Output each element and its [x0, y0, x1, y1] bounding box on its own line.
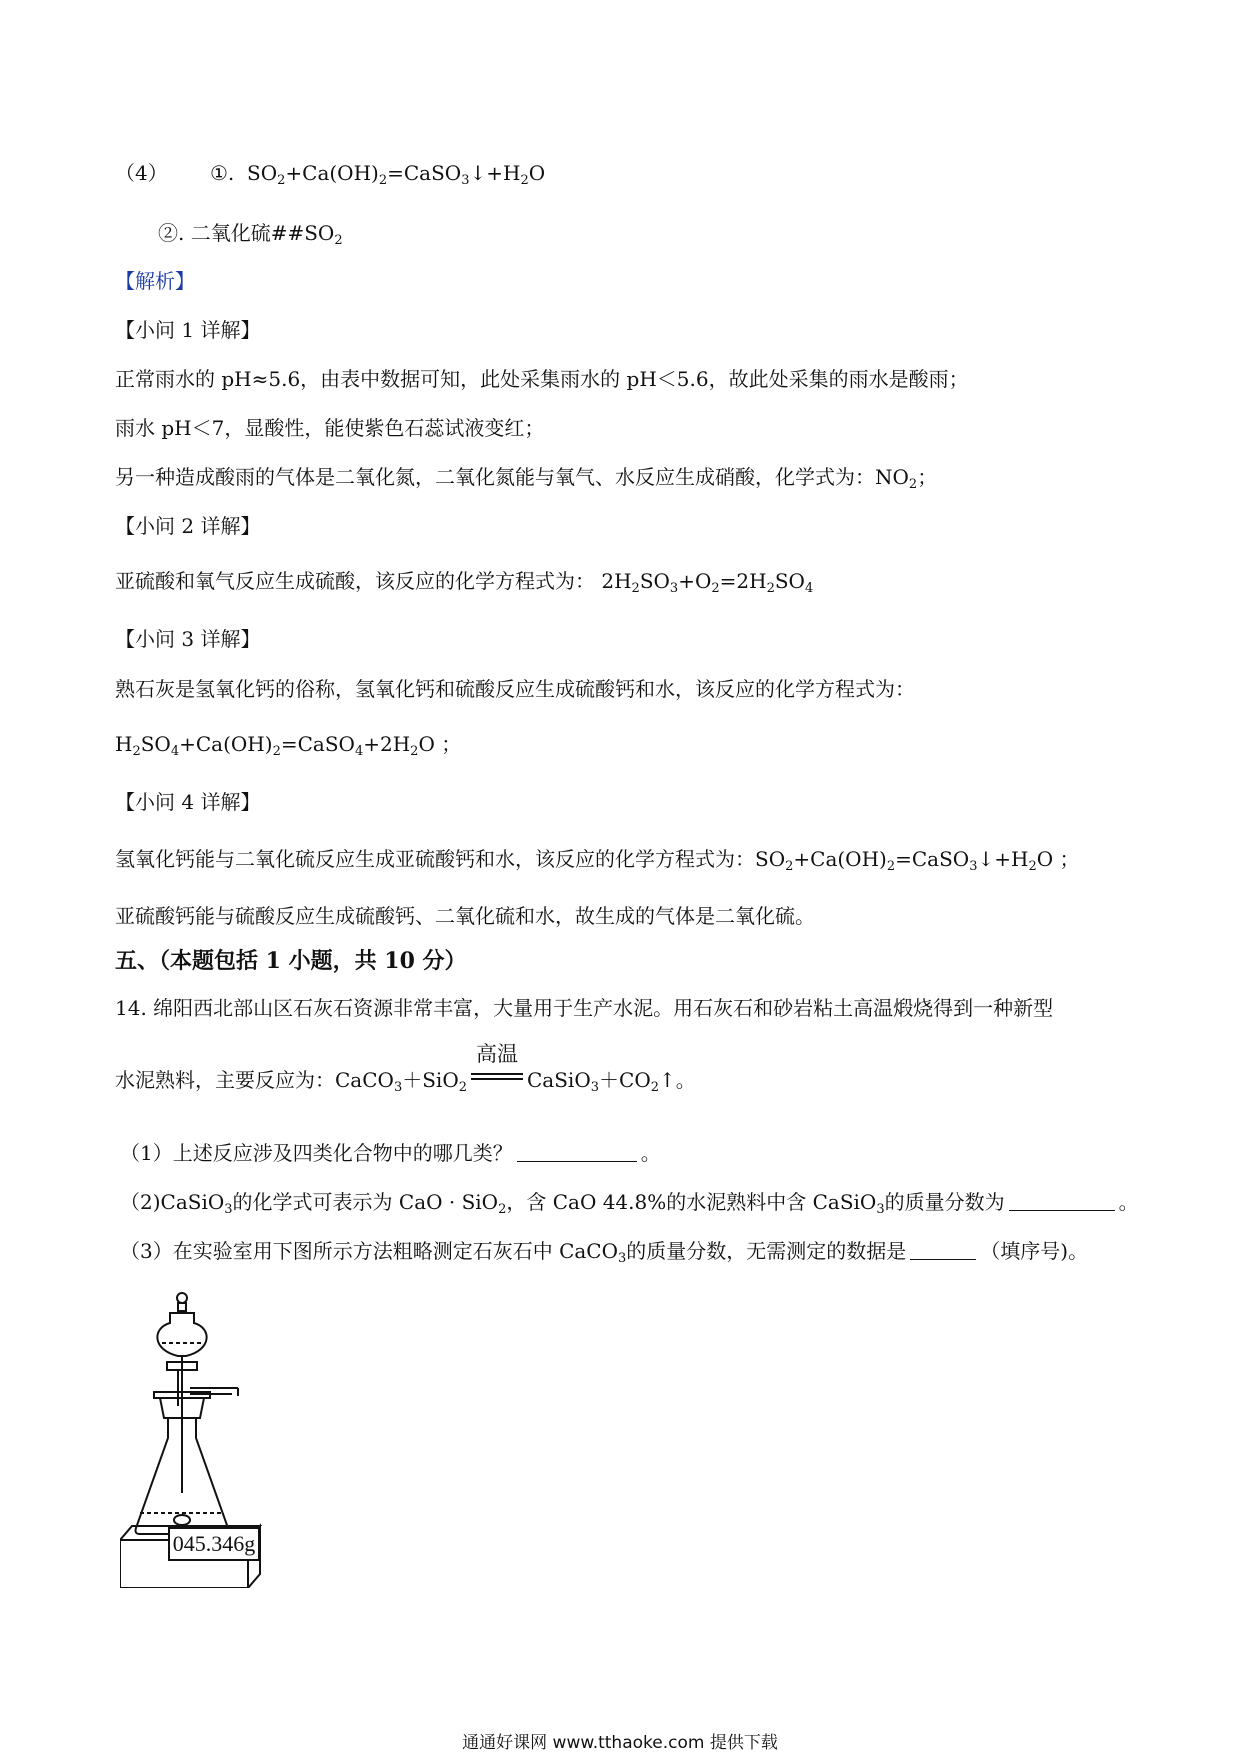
q3-equation: $H_2SO_4+Ca(OH)_2=CaSO_4+2H_2O$ ； — [115, 732, 462, 759]
q14-line1: 14. 绵阳西北部山区石灰石资源非常丰富，大量用于生产水泥。用石灰石和砂岩粘土高温煅烧得到一种新型 — [115, 996, 1054, 1020]
q3-line1: 熟石灰是氢氧化钙的俗称，氢氧化钙和硫酸反应生成硫酸钙和水，该反应的化学方程式为： — [115, 677, 915, 701]
q14-sub3: （3）在实验室用下图所示方法粗略测定石灰石中 CaCO$_3$的质量分数，无需测定的数据是 （填序号)。 — [120, 1239, 1089, 1266]
reaction-condition: 高温 — [469, 1067, 525, 1093]
analysis-tag: 【解析】 — [115, 269, 195, 293]
q2-line1: 亚硫酸和氧气反应生成硫酸，该反应的化学方程式为： $2H_2SO_3+O_2=2H_2SO_4$ — [115, 569, 814, 596]
q1-line3: 另一种造成酸雨的气体是二氧化氮，二氧化氮能与氧气、水反应生成硝酸，化学式为：$NO_2$； — [115, 465, 938, 492]
q2-heading: 【小问 2 详解】 — [115, 514, 261, 538]
page-footer: 通通好课网 www.tthaoke.com 提供下载 — [462, 1733, 778, 1753]
answer-blank-1[interactable] — [517, 1141, 637, 1162]
q4-line1: 氢氧化钙能与二氧化硫反应生成亚硫酸钙和水，该反应的化学方程式为：$SO_2+Ca(OH)_2=CaSO_3↓+H_2O$ ； — [115, 847, 1080, 874]
answer4-equation1: ①. $SO_2+Ca(OH)_2=CaSO_3↓+H_2O$ — [210, 161, 546, 188]
q14-sub1: （1）上述反应涉及四类化合物中的哪几类？ 。 — [120, 1141, 661, 1165]
answer-blank-3[interactable] — [910, 1239, 976, 1260]
scale-reading: 045.346g — [168, 1527, 260, 1561]
q4-heading: 【小问 4 详解】 — [115, 790, 261, 814]
answer4-label: （4） — [115, 161, 168, 185]
funnel-stopper-icon — [177, 1293, 187, 1303]
answer-blank-2[interactable] — [1009, 1190, 1115, 1211]
q14-line2: 水泥熟料，主要反应为：CaCO$_3$＋SiO$_2$ 高温 $CaSiO_3+CO_2↑$。 — [115, 1042, 696, 1095]
answer4-item2: ②. 二氧化硫$\#\#SO_2$ — [158, 221, 343, 248]
q1-line2: 雨水 pH＜7，显酸性，能使紫色石蕊试液变红； — [115, 416, 545, 440]
q14-sub2: （2)CaSiO$_3$的化学式可表示为 CaO · SiO$_2$，含 CaO 44.8%的水泥熟料中含 CaSiO$_3$的质量分数为 。 — [120, 1190, 1139, 1217]
separatory-funnel-icon — [157, 1313, 206, 1356]
q1-line1: 正常雨水的 pH≈5.6，由表中数据可知，此处采集雨水的 pH＜5.6，故此处采集的雨水是酸雨； — [115, 367, 969, 391]
section-5-heading: 五、（本题包括 1 小题，共 10 分） — [115, 948, 467, 974]
q1-heading: 【小问 1 详解】 — [115, 318, 261, 342]
q4-line2: 亚硫酸钙能与硫酸反应生成硫酸钙、二氧化硫和水，故生成的气体是二氧化硫。 — [115, 904, 815, 928]
q3-heading: 【小问 3 详解】 — [115, 627, 261, 651]
answer4-item1-num: ①. — [210, 161, 235, 185]
